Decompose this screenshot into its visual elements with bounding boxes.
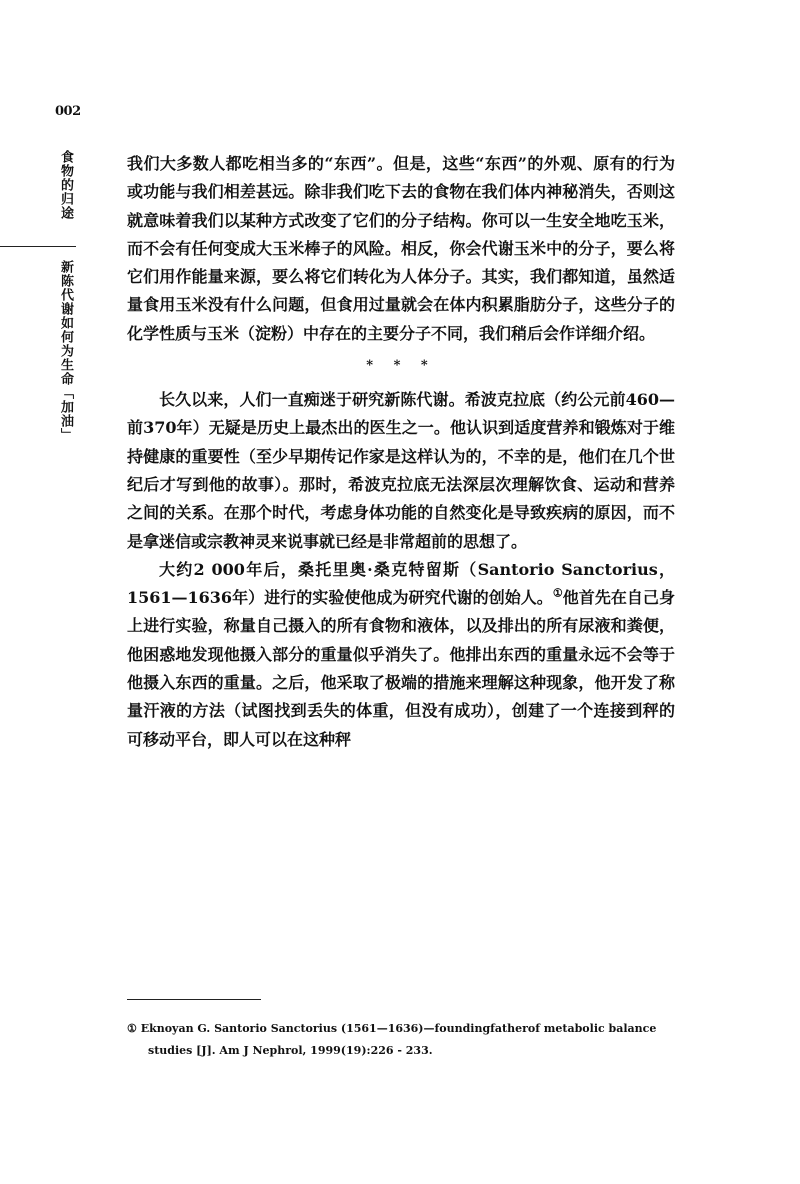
paragraph-3-text-b: 他首先在自己身上进行实验，称量自己摄入的所有食物和液体，以及排出的所有尿液和粪便，他困惑地发现他摄入部分的重量似乎消失了。他排出东西的重量永远不会等于他摄入东西的重量。之后，他采取了极端的措施来理解这种现象，他开发了称量汗液的方法（试图找到丢失的体重，但没有成功），创建了一个连接到秤的可移动平台，即人可以在这种秤 xyxy=(127,588,675,749)
footnote-reference[interactable]: ① xyxy=(552,586,563,600)
footnote-line-1 xyxy=(127,1018,675,1040)
page-number: 002 xyxy=(55,104,81,119)
paragraph-3-text-a: 大约2 000年后，桑托里奥·桑克特留斯（Santorio Sanctorius，1561—1636年）进行的实验使他成为研究代谢的创始人。 xyxy=(127,559,675,608)
paragraph-2: 长久以来，人们一直痴迷于研究新陈代谢。希波克拉底（约公元前460—前370年）无疑是历史上最杰出的医生之一。他认识到适度营养和锻炼对于维持健康的重要性（至少早期传记作家是这样认为的，不幸的是，他们在几个世纪后才写到他的故事）。那时，希波克拉底无法深层次理解饮食、运动和营养之间的关系。在那个时代，考虑身体功能的自然变化是导致疾病的原因，而不是拿迷信或宗教神灵来说事就已经是非常超前的思想了。 xyxy=(127,390,675,551)
footnote-citation-1: Eknoyan G. Santorio Sanctorius (1561—1636)—foundingfatherof metabolic balance xyxy=(140,1022,657,1035)
body-text xyxy=(127,150,675,754)
section-separator: * * * xyxy=(366,358,436,374)
running-head-book-title: 食物的归途 xyxy=(58,150,73,220)
footnote-mark: ① xyxy=(127,1022,137,1035)
running-head-divider xyxy=(0,246,76,247)
paragraph-1: 我们大多数人都吃相当多的“东西”。但是，这些“东西”的外观、原有的行为或功能与我们相差甚远。除非我们吃下去的食物在我们体内神秘消失，否则这就意味着我们以某种方式改变了它们的分子结构。你可以一生安全地吃玉米，而不会有任何变成大玉米棒子的风险。相反，你会代谢玉米中的分子，要么将它们用作能量来源，要么将它们转化为人体分子。其实，我们都知道，虽然适量食用玉米没有什么问题，但食用过量就会在体内积累脂肪分子，这些分子的化学性质与玉米（淀粉）中存在的主要分子不同，我们稍后会作详细介绍。 xyxy=(127,154,675,343)
running-head xyxy=(54,150,76,470)
paragraph-3 xyxy=(127,556,675,754)
footnote-line-2: studies [J]. Am J Nephrol, 1999(19):226 - 233. xyxy=(148,1044,433,1057)
footnote-divider xyxy=(127,999,261,1000)
running-head-chapter-title: 新陈代谢如何为生命「加油」 xyxy=(58,260,73,442)
footnote xyxy=(127,1018,675,1062)
